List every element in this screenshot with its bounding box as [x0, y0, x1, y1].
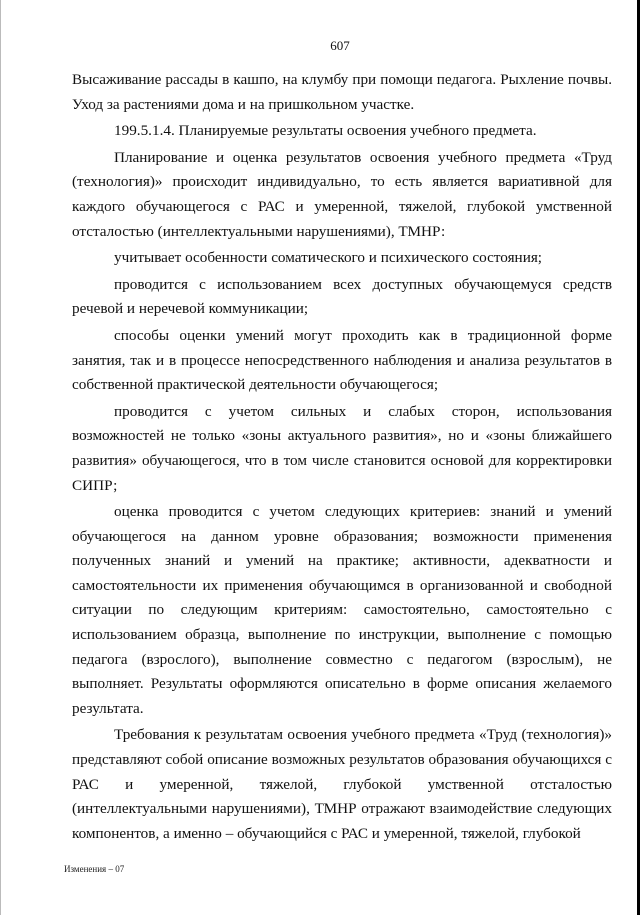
- list-item: проводится с учетом сильных и слабых сторон, использования возможностей не только «зоны актуального развития», но и «зоны ближайшего развития» обучающегося, что в том числе становится основой для корректировки СИПР;: [72, 402, 612, 494]
- paragraph: Высаживание рассады в кашпо, на клумбу при помощи педагога. Рыхление почвы. Уход за растениями дома и на пришкольном участке.: [72, 71, 612, 113]
- paragraph: Требования к результатам освоения учебного предмета «Труд (технология)» представляют собой описание возможных результатов образования обучающихся с РАС и умеренной, тяжелой, глубокой умственной отсталостью (интеллектуальными нарушениями), ТМНР отражают взаимодействие следующих компонентов, а именно – обучающийся с РАС и умеренной, тяжелой, глубокой: [72, 726, 612, 842]
- list-item: учитывает особенности соматического и психического состояния;: [114, 249, 543, 267]
- page-number: 607: [330, 38, 350, 53]
- footer-note: Изменения – 07: [64, 864, 125, 874]
- list-item: оценка проводится с учетом следующих критериев: знаний и умений обучающегося на данном уровне образования; возможности применения полученных знаний и умений на практике; активности, адекватности и самостоятельности их применения обучающимся в организованной и свободной ситуации по следующим критериям: самостоятельно, самостоятельно с использованием образца, выполнение по инструкции, выполнение с помощью педагога (взрослого), выполнение совместно с педагогом (взрослым), не выполняет. Результаты оформляются описательно в форме описания желаемого результата.: [72, 503, 612, 717]
- list-item: проводится с использованием всех доступных обучающемуся средств речевой и неречевой коммуникации;: [72, 275, 612, 318]
- body-text: [72, 68, 612, 846]
- list-item: способы оценки умений могут проходить как в традиционной форме занятия, так и в процессе непосредственного наблюдения и анализа результатов в собственной практической деятельности обучающегося;: [72, 326, 612, 394]
- section-heading: 199.5.1.4. Планируемые результаты освоения учебного предмета.: [114, 122, 537, 140]
- scan-edge-left: [0, 0, 1, 915]
- paragraph: Планирование и оценка результатов освоения учебного предмета «Труд (технология)» происходит индивидуально, то есть является вариативной для каждого обучающегося с РАС и умеренной, тяжелой, глубокой умственной отсталостью (интеллектуальными нарушениями), ТМНР:: [72, 148, 612, 240]
